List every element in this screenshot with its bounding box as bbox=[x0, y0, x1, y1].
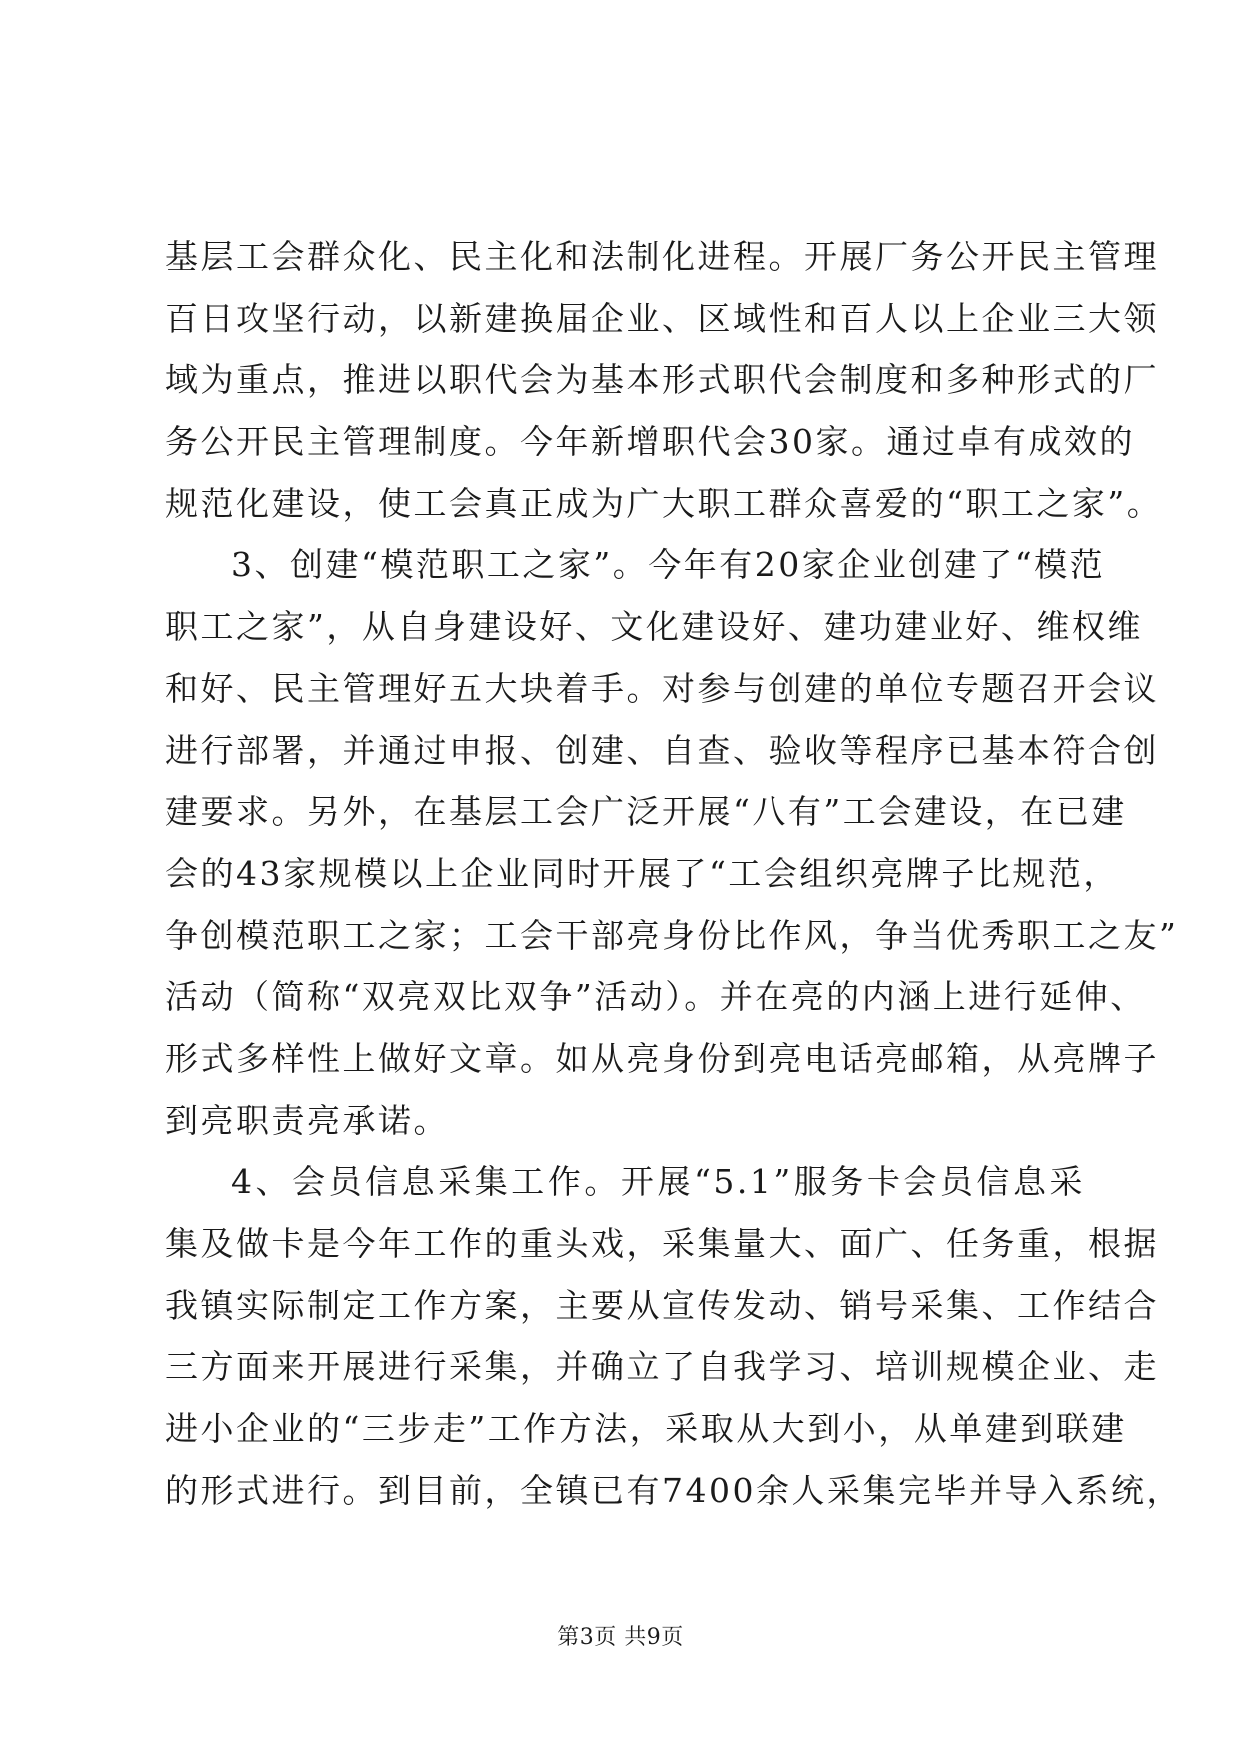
text-line: 三方面来开展进行采集，并确立了自我学习、培训规模企业、走 bbox=[165, 1347, 1159, 1387]
text-line: 的形式进行。到目前，全镇已有7400余人采集完毕并导入系统， bbox=[165, 1470, 1182, 1510]
text-line: 争创模范职工之家；工会干部亮身份比作风，争当优秀职工之友” bbox=[165, 915, 1179, 955]
text-line: 活动（简称“双亮双比双争”活动）。并在亮的内涵上进行延伸、 bbox=[165, 977, 1146, 1017]
text-line: 建要求。另外，在基层工会广泛开展“八有”工会建设，在已建 bbox=[165, 792, 1127, 832]
text-line: 会的43家规模以上企业同时开展了“工会组织亮牌子比规范， bbox=[165, 853, 1119, 893]
text-line: 我镇实际制定工作方案，主要从宣传发动、销号采集、工作结合 bbox=[165, 1285, 1159, 1325]
text-line: 进行部署，并通过申报、创建、自查、验收等程序已基本符合创 bbox=[165, 730, 1159, 770]
text-line: 3、创建“模范职工之家”。今年有20家企业创建了“模范 bbox=[231, 545, 1106, 585]
text-line: 域为重点，推进以职代会为基本形式职代会制度和多种形式的厂 bbox=[165, 360, 1159, 400]
page-footer: 第3页 共9页 bbox=[557, 1625, 684, 1650]
text-line: 到亮职责亮承诺。 bbox=[165, 1100, 449, 1140]
document-body bbox=[165, 226, 1182, 1521]
text-line: 形式多样性上做好文章。如从亮身份到亮电话亮邮箱，从亮牌子 bbox=[165, 1038, 1159, 1078]
text-line: 和好、民主管理好五大块着手。对参与创建的单位专题召开会议 bbox=[165, 668, 1159, 708]
text-line: 百日攻坚行动，以新建换届企业、区域性和百人以上企业三大领 bbox=[165, 298, 1159, 338]
text-line: 4、会员信息采集工作。开展“5.1”服务卡会员信息采 bbox=[231, 1162, 1085, 1202]
text-line: 务公开民主管理制度。今年新增职代会30家。通过卓有成效的 bbox=[165, 422, 1135, 462]
text-line: 基层工会群众化、民主化和法制化进程。开展厂务公开民主管理 bbox=[165, 237, 1159, 276]
text-line: 规范化建设，使工会真正成为广大职工群众喜爱的“职工之家”。 bbox=[165, 483, 1163, 523]
text-line: 职工之家”，从自身建设好、文化建设好、建功建业好、维权维 bbox=[165, 607, 1143, 647]
text-line: 进小企业的“三步走”工作方法，采取从大到小，从单建到联建 bbox=[165, 1409, 1127, 1449]
text-line: 集及做卡是今年工作的重头戏，采集量大、面广、任务重，根据 bbox=[165, 1224, 1159, 1263]
